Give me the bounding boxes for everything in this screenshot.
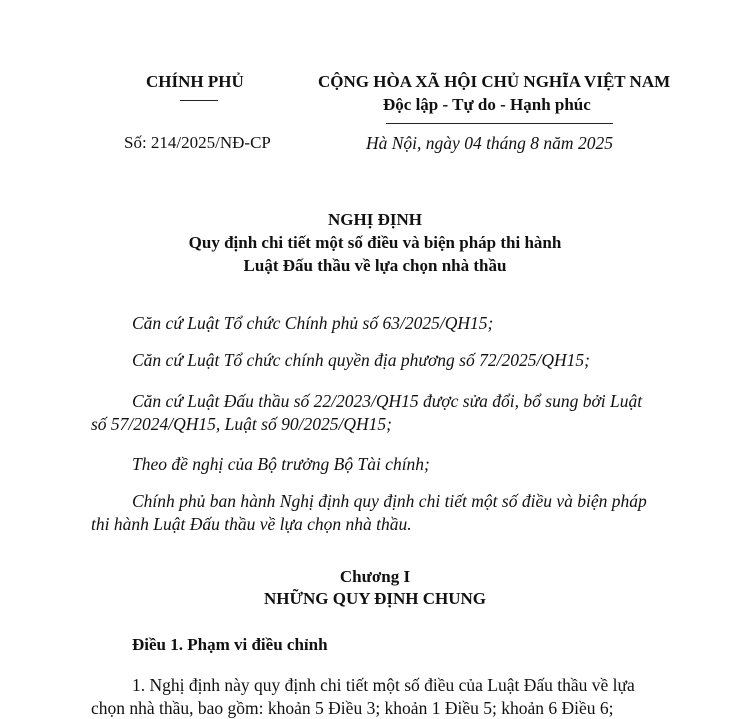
preamble-promulgation-line-1: Chính phủ ban hành Nghị định quy định chi tiết một số điều và biện pháp [132, 491, 647, 511]
chapter-number: Chương I [339, 567, 411, 586]
preamble-basis-3-line-2: số 57/2024/QH15, Luật số 90/2025/QH15; [91, 414, 392, 434]
issuer-underline [180, 100, 218, 101]
document-number: Số: 214/2025/NĐ-CP [124, 133, 271, 152]
national-motto: Độc lập - Tự do - Hạnh phúc [383, 95, 591, 114]
preamble-basis-1: Căn cứ Luật Tổ chức Chính phủ số 63/2025/QH15; [132, 313, 494, 333]
preamble-promulgation-line-2: thi hành Luật Đấu thầu về lựa chọn nhà thầu. [91, 514, 412, 534]
document-subject-line-2: Luật Đấu thầu về lựa chọn nhà thầu [243, 256, 507, 275]
preamble-basis-2: Căn cứ Luật Tổ chức chính quyền địa phương số 72/2025/QH15; [132, 350, 590, 370]
preamble-proposal: Theo đề nghị của Bộ trưởng Bộ Tài chính; [132, 454, 430, 474]
article-clause-line-2: chọn nhà thầu, bao gồm: khoản 5 Điều 3; khoản 1 Điều 5; khoản 6 Điều 6; [91, 698, 614, 718]
chapter-name: NHỮNG QUY ĐỊNH CHUNG [263, 589, 487, 608]
place-and-date: Hà Nội, ngày 04 tháng 8 năm 2025 [366, 133, 613, 153]
preamble-basis-3-line-1: Căn cứ Luật Đấu thầu số 22/2023/QH15 được sửa đổi, bổ sung bởi Luật [132, 391, 643, 411]
document-subject-line-1: Quy định chi tiết một số điều và biện pháp thi hành [188, 233, 562, 252]
issuer-name: CHÍNH PHỦ [146, 72, 244, 91]
country-name: CỘNG HÒA XÃ HỘI CHỦ NGHĨA VIỆT NAM [318, 72, 671, 91]
article-clause-line-1: 1. Nghị định này quy định chi tiết một số điều của Luật Đấu thầu về lựa [132, 675, 635, 695]
document-type: NGHỊ ĐỊNH [328, 210, 422, 229]
motto-underline [386, 123, 613, 124]
article-title: Điều 1. Phạm vi điều chỉnh [132, 635, 328, 654]
